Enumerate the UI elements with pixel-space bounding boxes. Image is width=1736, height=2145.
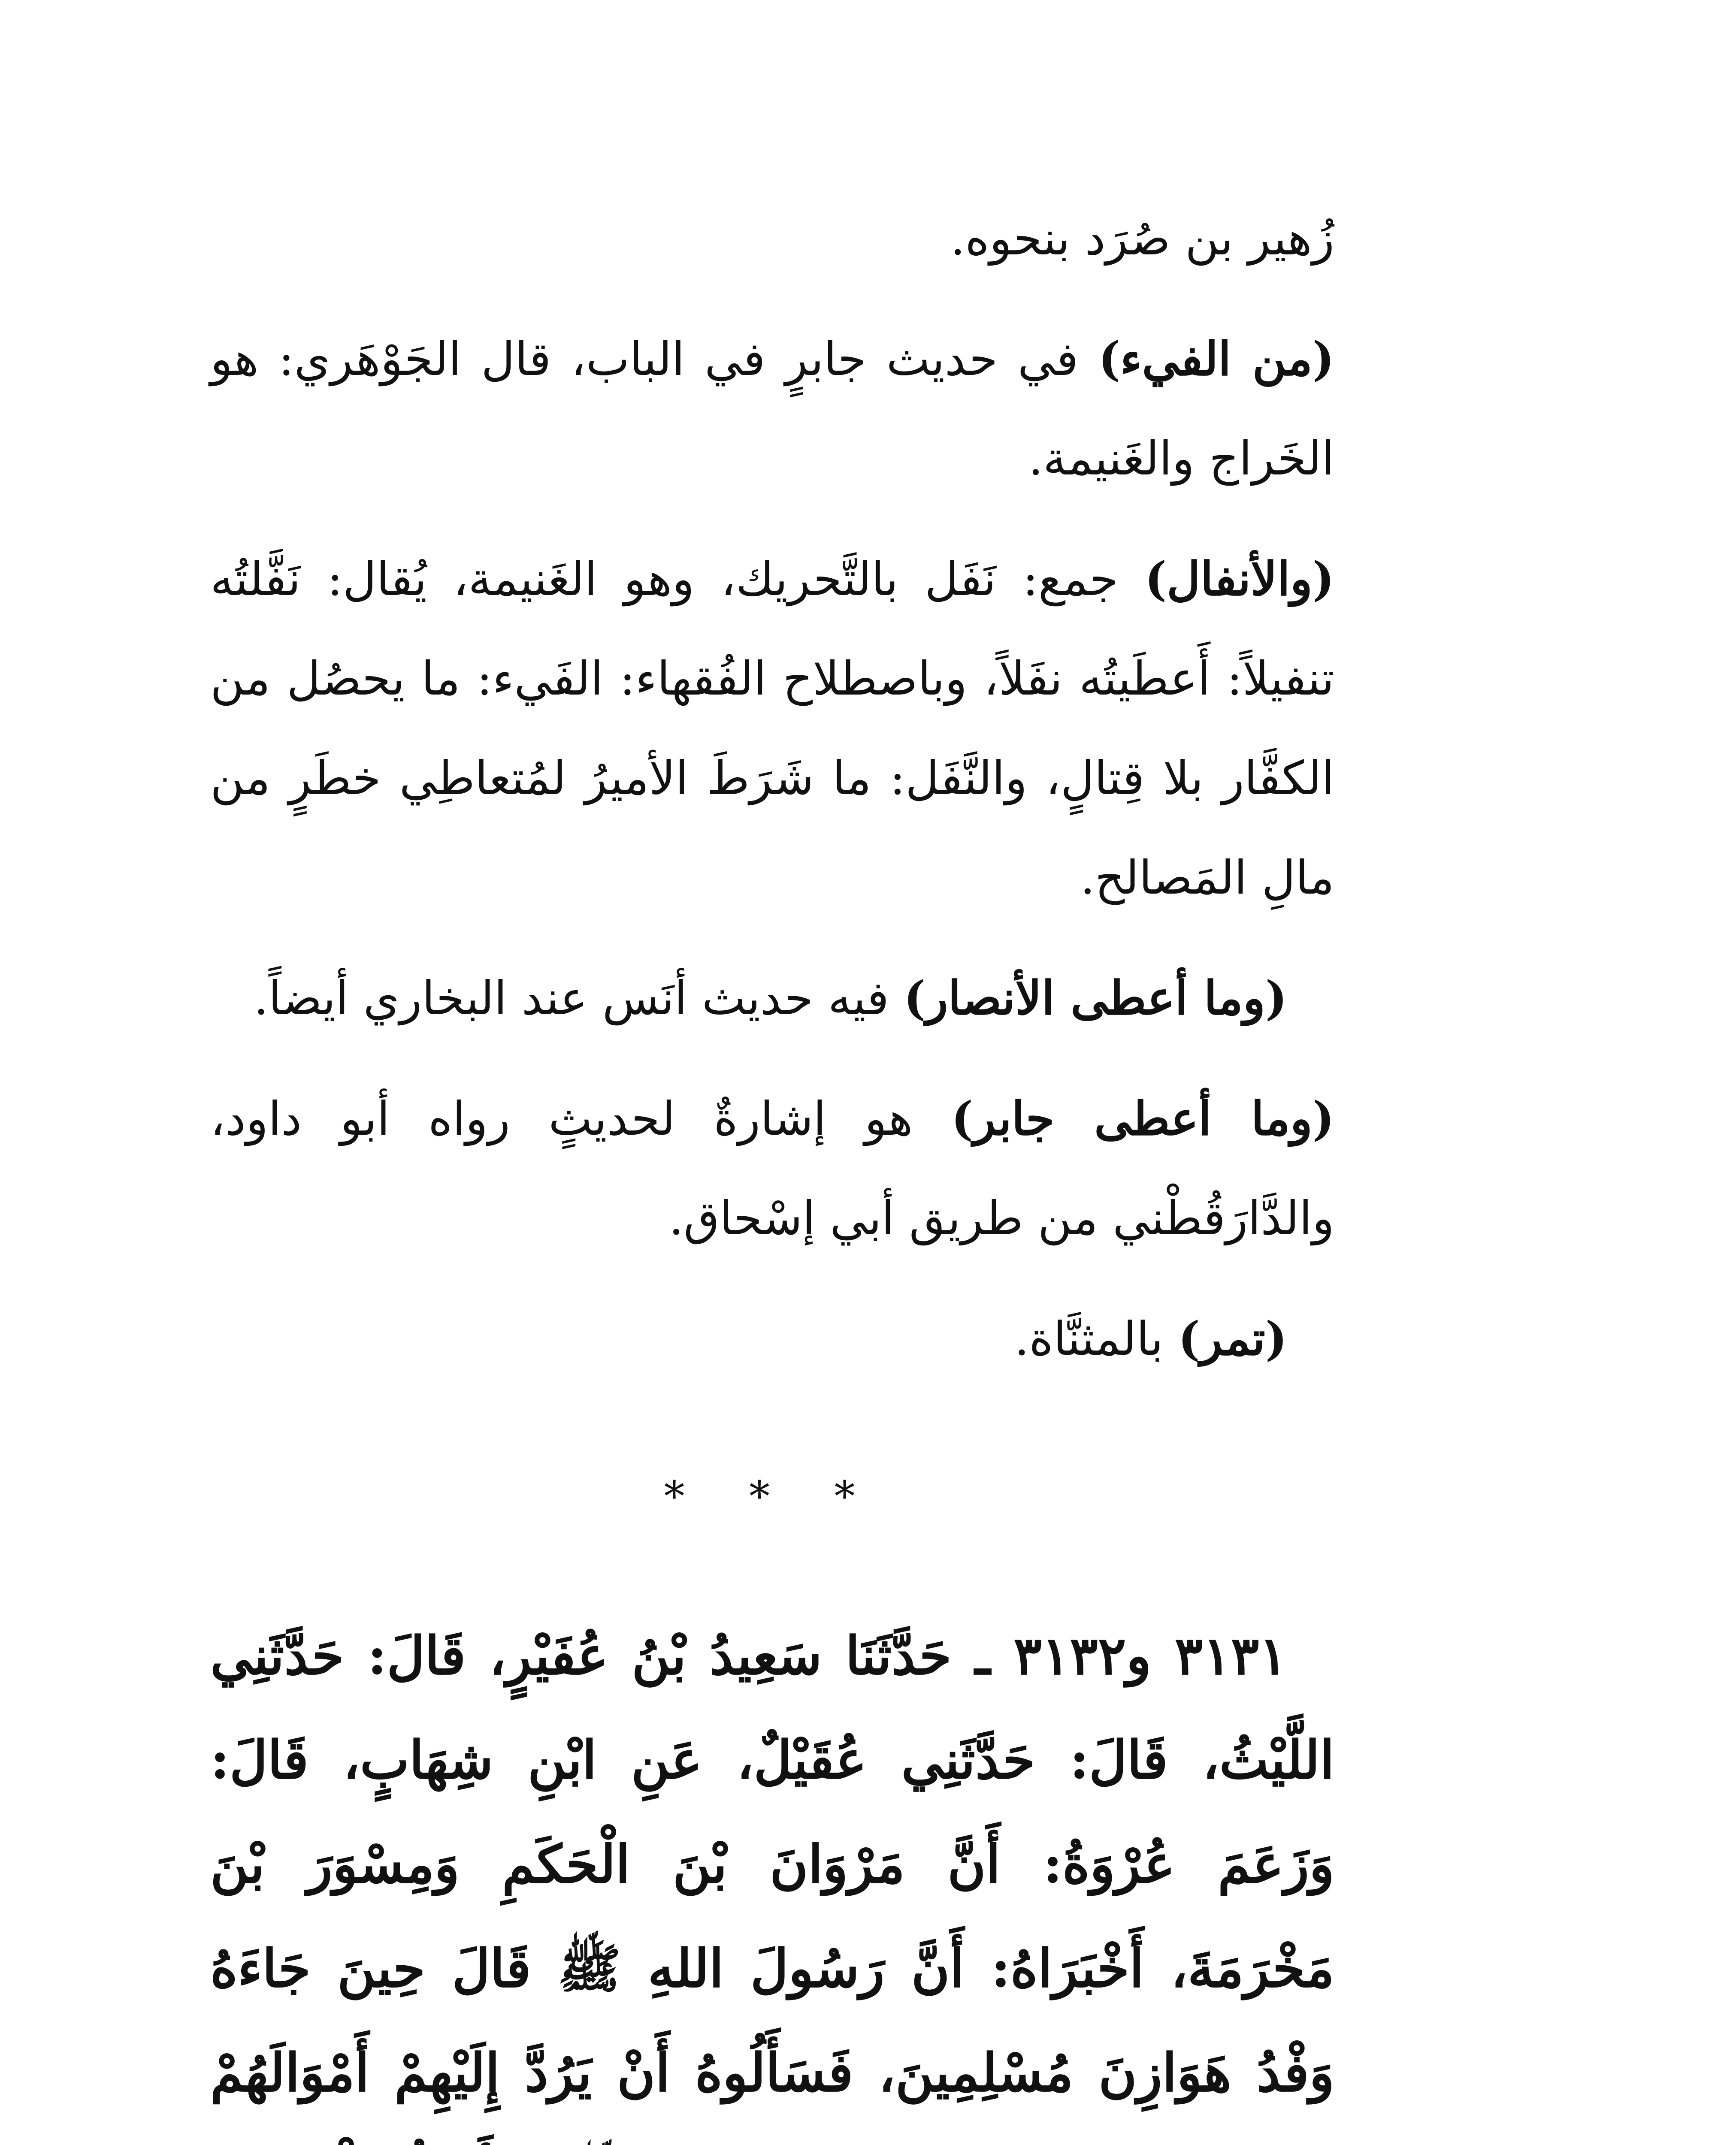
commentary-paragraph — [210, 529, 1334, 928]
commentary-text: جمع: نَفَل بالتَّحريك، وهو الغَنيمة، يُقال: نَفَّلتُه تنفيلاً: أَعطَيتُه نفَلاً، وباصطلاح الفُقهاء: الفَيء: ما يحصُل من الكفَّار بلا قِتالٍ، والنَّفَل: ما شَرَطَ الأميرُ لمُتعاطِي خطَرٍ من مالِ المَصالح. — [210, 553, 1334, 905]
commentary-lead: (وما أعطى الأنصار) — [904, 971, 1287, 1025]
commentary-paragraph — [210, 1069, 1334, 1269]
commentary-text: في حديث جابرٍ في الباب، قال الجَوْهَري: هو الخَراج والغَنيمة. — [210, 332, 1334, 486]
commentary-lead: (من الفيء) — [1098, 332, 1334, 386]
commentary-text: زُهير بن صُرَد بنحوه. — [950, 212, 1334, 266]
book-page — [210, 189, 1334, 2145]
commentary-text: فيه حديث أنَس عند البخاري أيضاً. — [254, 972, 904, 1025]
commentary-section — [210, 189, 1334, 1389]
commentary-paragraph — [210, 949, 1334, 1048]
commentary-text: هو إشارةٌ لحديثٍ رواه أبو داود، والدَّارَقُطْني من طريق أبي إسْحاق. — [210, 1092, 1334, 1245]
commentary-paragraph — [210, 309, 1334, 509]
commentary-lead: (وما أعطى جابر) — [951, 1092, 1334, 1146]
commentary-paragraph — [210, 189, 1334, 289]
section-separator: * * * — [664, 1472, 881, 1520]
commentary-paragraph — [210, 1289, 1334, 1389]
hadith-text: ٣١٣١ و٣١٣٢ ـ حَدَّثَنَا سَعِيدُ بْنُ عُفَيْرٍ، قَالَ: حَدَّثَنِي اللَّيْثُ، قَالَ: حَدَّثَنِي عُقَيْلٌ، عَنِ ابْنِ شِهَابٍ، قَالَ: وَزَعَمَ عُرْوَةُ: أَنَّ مَرْوَانَ بْنَ الْحَكَمِ وَمِسْوَرَ بْنَ مَخْرَمَةَ، أَخْبَرَاهُ: أَنَّ رَسُولَ اللهِ ﷺ قَالَ حِينَ جَاءَهُ وَفْدُ هَوَازِنَ مُسْلِمِينَ، فَسَأَلُوهُ أَنْ يَرُدَّ إِلَيْهِمْ أَمْوَالَهُمْ — [210, 1625, 1334, 2103]
commentary-text: بالمثنَّاة. — [1014, 1312, 1178, 1366]
commentary-lead: (تمر) — [1178, 1312, 1287, 1366]
commentary-lead: (والأنفال) — [1144, 552, 1334, 606]
